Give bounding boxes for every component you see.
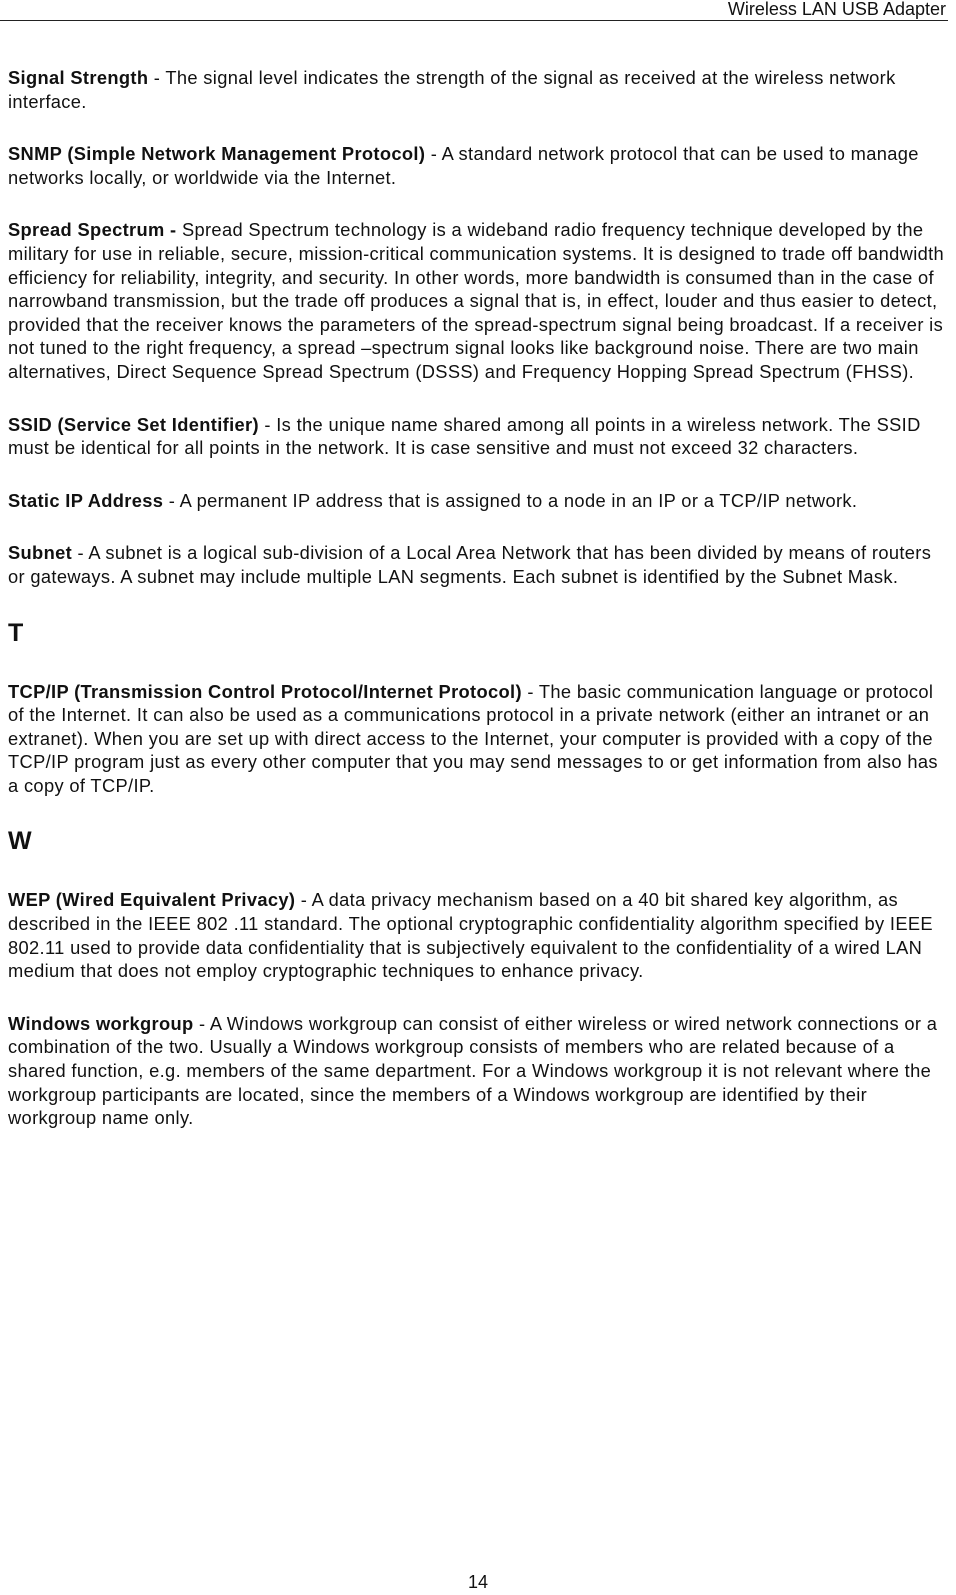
entry-term: Static IP Address: [8, 489, 164, 511]
glossary-entry-subnet: Subnet - A subnet is a logical sub-division of a Local Area Network that has been divided by means of routers or gateways. A subnet may include multiple LAN segments. Each subnet is identified by the Subnet Mask.: [8, 542, 932, 587]
glossary-entry-snmp: SNMP (Simple Network Management Protocol) - A standard network protocol that can be used to manage networks locally, or worldwide via the Internet.: [8, 143, 919, 188]
entry-term: WEP (Wired Equivalent Privacy): [8, 889, 296, 911]
glossary-content: [8, 66, 948, 1159]
entry-term: Spread Spectrum -: [8, 219, 177, 241]
glossary-entry-spread-spectrum: [8, 218, 948, 383]
page-header: [0, 0, 948, 21]
entry-term: SSID (Service Set Identifier): [8, 413, 259, 435]
entry-definition: Spread Spectrum technology is a wideband radio frequency technique developed by the military for use in reliable, secure, mission-critical communication systems. It is designed to trade off bandwidth efficiency for reliability, integrity, and security. In other words, more bandwidth is consumed than in the case of narrowband transmission, but the trade off produces a signal that is, in effect, louder and thus easier to detect, provided that the receiver knows the parameters of the spread-spectrum signal being broadcast. If a receiver is not tuned to the right frequency, a spread –spectrum signal looks like background noise. There are two main alternatives, Direct Sequence Spread Spectrum (DSSS) and Frequency Hopping Spread Spectrum (FHSS).: [8, 219, 945, 382]
entry-definition: The signal level indicates the strength of the signal as received at the wireless network interface.: [8, 67, 896, 112]
glossary-entry-signal-strength: Signal Strength - The signal level indicates the strength of the signal as received at the wireless network interface.: [8, 67, 896, 112]
glossary-entry-static-ip: Static IP Address - A permanent IP address that is assigned to a node in an IP or a TCP/IP network.: [8, 489, 858, 511]
glossary-entry-tcp-ip: TCP/IP (Transmission Control Protocol/Internet Protocol) - The basic communication language or protocol of the Internet. It can also be used as a communications protocol in a private network (either an intranet or an extranet). When you are set up with direct access to the Internet, your computer is provided with a copy of the TCP/IP program just as every other computer that you may send messages to or get information from also has a copy of TCP/IP.: [8, 680, 938, 796]
header-title: Wireless LAN USB Adapter: [727, 0, 946, 19]
glossary-entry-ssid: SSID (Service Set Identifier) - Is the unique name shared among all points in a wireless network. The SSID must be identical for all points in the network. It is case sensitive and must not exceed 32 characters.: [8, 413, 921, 459]
section-heading-w: W: [8, 827, 32, 856]
entry-definition: A Windows workgroup can consist of either wireless or wired network connections or a combination of the two. Usually a Windows workgroup consists of members who are related because of a shared function, e.g. members of the same department. For a Windows workgroup it is not relevant where the workgroup participants are located, since the members of a Windows workgroup are identified by their workgroup name only.: [8, 1012, 938, 1129]
entry-definition: A subnet is a logical sub-division of a Local Area Network that has been divided by means of routers or gateways. A subnet may include multiple LAN segments. Each subnet is identified by the Subnet Mask.: [8, 542, 932, 587]
entry-term: SNMP (Simple Network Management Protocol): [8, 143, 426, 165]
entry-definition: A permanent IP address that is assigned to a node in an IP or a TCP/IP network.: [179, 489, 858, 511]
glossary-entry-windows-workgroup: Windows workgroup - A Windows workgroup can consist of either wireless or wired network connections or a combination of the two. Usually a Windows workgroup consists of members who are related because of a shared function, e.g. members of the same department. For a Windows workgroup it is not relevant where the workgroup participants are located, since the members of a Windows workgroup are identified by their workgroup name only.: [8, 1012, 938, 1129]
entry-term: TCP/IP (Transmission Control Protocol/Internet Protocol): [8, 680, 522, 702]
entry-term: Signal Strength: [8, 67, 149, 88]
section-heading-t: T: [8, 618, 24, 647]
glossary-entry-wep: WEP (Wired Equivalent Privacy) - A data privacy mechanism based on a 40 bit shared key algorithm, as described in the IEEE 802 .11 standard. The optional cryptographic confidentiality algorithm specified by IEEE 802.11 used to provide data confidentiality that is subjectively equivalent to the confidentiality of a wired LAN medium that does not employ cryptographic techniques to enhance privacy.: [8, 889, 933, 982]
entry-term: Windows workgroup: [8, 1012, 194, 1034]
entry-definition: A data privacy mechanism based on a 40 bit shared key algorithm, as described in the IEEE 802 .11 standard. The optional cryptographic confidentiality algorithm specified by IEEE 802.11 used to provide data confidentiality that is subjectively equivalent to the confidentiality of a wired LAN medium that does not employ cryptographic techniques to enhance privacy.: [8, 889, 933, 982]
entry-definition: Is the unique name shared among all points in a wireless network. The SSID must be identical for all points in the network. It is case sensitive and must not exceed 32 characters.: [8, 413, 921, 459]
entry-definition: The basic communication language or protocol of the Internet. It can also be used as a communications protocol in a private network (either an intranet or an extranet). When you are set up with direct access to the Internet, your computer is provided with a copy of the TCP/IP program just as every other computer that you may send messages to or get information from also has a copy of TCP/IP.: [8, 680, 938, 796]
entry-term: Subnet: [8, 542, 73, 564]
entry-definition: A standard network protocol that can be used to manage networks locally, or worldwide via the Internet.: [8, 143, 919, 188]
page-number: 14: [467, 1572, 489, 1592]
